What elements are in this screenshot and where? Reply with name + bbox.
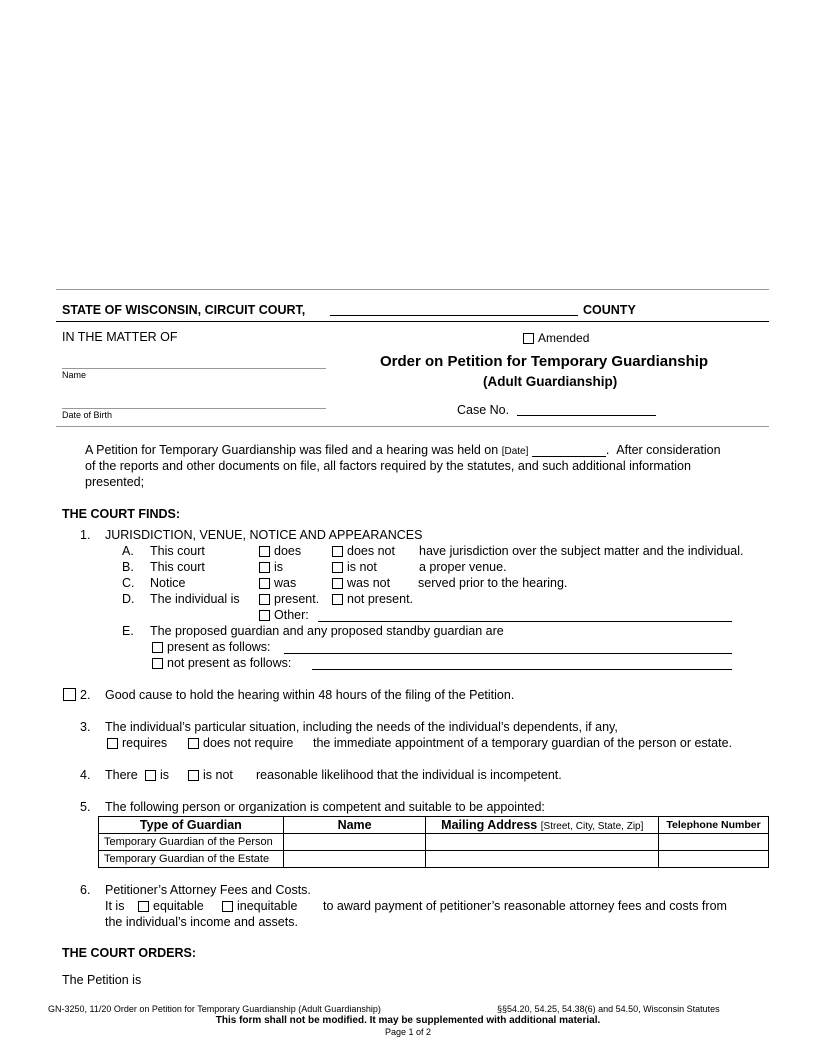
checkbox[interactable] [188,738,199,749]
checkbox[interactable] [332,562,343,573]
section-6-number: 6. [80,883,91,897]
footer-statutes: §§54.20, 54.25, 54.38(6) and 54.50, Wisconsin Statutes [497,1004,720,1014]
checkbox[interactable] [332,578,343,589]
section-2[interactable]: 2. [63,688,90,702]
form-subtitle: (Adult Guardianship) [483,374,618,389]
checkbox[interactable] [259,562,270,573]
case-no-field[interactable] [517,403,656,416]
item-1c-label: Notice [150,576,186,590]
item-1a-rest: have jurisdiction over the subject matter and the individual. [419,544,744,558]
item-1e-label: The proposed guardian and any proposed standby guardian are [150,624,504,638]
county-field[interactable] [330,303,578,316]
row-type: Temporary Guardian of the Person [99,834,284,851]
checkbox[interactable] [259,594,270,605]
col-address: Mailing Address [Street, City, State, Zip] [426,817,659,834]
item-1b-letter: B. [122,560,134,574]
col-telephone: Telephone Number [659,817,769,834]
section-4-rest: reasonable likelihood that the individual is incompetent. [256,768,562,782]
court-orders-heading: THE COURT ORDERS: [62,946,197,960]
form-title: Order on Petition for Temporary Guardianship [380,353,709,370]
checkbox[interactable] [332,546,343,557]
item-1e-letter: E. [122,624,134,638]
table-row [99,851,769,868]
section-1-title: JURISDICTION, VENUE, NOTICE AND APPEARANCES [105,528,423,542]
checkbox[interactable] [332,594,343,605]
intro-line-1: A Petition for Temporary Guardianship was filed and a hearing was held on [Date] . After consideration [85,443,721,457]
section-2-text: Good cause to hold the hearing within 48 hours of the filing of the Petition. [105,688,515,702]
checkbox[interactable] [63,688,76,701]
checkbox[interactable] [259,610,270,621]
section-6-opt2[interactable]: inequitable [222,899,297,913]
item-1b-opt1[interactable]: is [259,560,283,574]
petition-is-label: The Petition is [62,973,142,987]
row-type: Temporary Guardian of the Estate [99,851,284,868]
name-label: Name [62,370,87,380]
court-finds-heading: THE COURT FINDS: [62,507,181,521]
table-row [99,834,769,851]
item-1b-label: This court [150,560,205,574]
item-1e-opt1[interactable]: present as follows: [152,640,271,654]
amended-checkbox[interactable] [523,333,534,344]
section-4-number: 4. [80,768,91,782]
item-1d-opt2[interactable]: not present. [332,592,413,606]
item-1a-opt2[interactable]: does not [332,544,395,558]
section-6-pre: It is [105,899,125,913]
item-1c-letter: C. [122,576,135,590]
section-6-title: Petitioner’s Attorney Fees and Costs. [105,883,311,897]
header-rule [56,321,769,322]
checkbox[interactable] [107,738,118,749]
col-type: Type of Guardian [99,817,284,834]
in-the-matter-label: IN THE MATTER OF [62,330,178,344]
col-name: Name [283,817,426,834]
other-line[interactable] [318,621,732,622]
section-6-rest: to award payment of petitioner’s reasonable attorney fees and costs from [323,899,727,913]
section-4-pre: There [105,768,138,782]
table-header-row [99,817,769,834]
checkbox[interactable] [188,770,199,781]
item-1a-letter: A. [122,544,134,558]
checkbox[interactable] [145,770,156,781]
item-1d-label: The individual is [150,592,240,606]
row-name-cell[interactable] [283,851,426,868]
section-3-text: The individual’s particular situation, including the needs of the individual’s dependents, if any, [105,720,618,734]
intro-line-2: of the reports and other documents on file, all factors required by the statutes, and such additional information [85,459,691,473]
item-1e-opt2[interactable]: not present as follows: [152,656,291,670]
section-4-opt2[interactable]: is not [188,768,233,782]
checkbox[interactable] [152,658,163,669]
section-5-text: The following person or organization is competent and suitable to be appointed: [105,800,545,814]
section-3-opt2[interactable]: does not require [188,736,293,750]
footer-form-id: GN-3250, 11/20 Order on Petition for Temporary Guardianship (Adult Guardianship) [48,1004,381,1014]
date-tag: [Date] [501,446,529,457]
intro-line-3: presented; [85,475,145,489]
section-3-number: 3. [80,720,91,734]
item-1d-letter: D. [122,592,135,606]
checkbox[interactable] [259,578,270,589]
header-bottom-rule [56,426,769,427]
section-3-opt1[interactable]: requires [107,736,167,750]
item-1d-other[interactable]: Other: [259,608,309,622]
item-1c-opt1[interactable]: was [259,576,296,590]
section-4-opt1[interactable]: is [145,768,169,782]
item-1d-opt1[interactable]: present. [259,592,319,606]
section-6-opt1[interactable]: equitable [138,899,204,913]
guardian-table [98,816,769,868]
footer-notice: This form shall not be modified. It may be supplemented with additional material. [215,1015,601,1026]
item-1c-opt2[interactable]: was not [332,576,390,590]
row-name-cell[interactable] [283,834,426,851]
dob-label: Date of Birth [62,410,113,420]
row-address-cell[interactable] [426,851,659,868]
checkbox[interactable] [152,642,163,653]
hearing-date-field[interactable] [532,444,606,457]
item-1b-rest: a proper venue. [419,560,507,574]
case-no-label: Case No. [457,403,510,417]
checkbox[interactable] [259,546,270,557]
state-court-label: STATE OF WISCONSIN, CIRCUIT COURT, [62,303,306,317]
header-top-rule [56,289,769,290]
row-telephone-cell[interactable] [659,851,769,868]
section-1-number: 1. [80,528,91,542]
section-3-rest: the immediate appointment of a temporary guardian of the person or estate. [313,736,732,750]
present-line[interactable] [284,653,732,654]
item-1c-rest: served prior to the hearing. [418,576,568,590]
amended-checkbox-row[interactable]: Amended [523,331,589,345]
page-number: Page 1 of 2 [384,1027,432,1037]
section-6-line2: the individual’s income and assets. [105,915,298,929]
checkbox[interactable] [222,901,233,912]
not-present-line[interactable] [312,669,732,670]
checkbox[interactable] [138,901,149,912]
dob-line [62,408,326,409]
county-label: COUNTY [583,303,636,317]
row-telephone-cell[interactable] [659,834,769,851]
section-5-number: 5. [80,800,91,814]
name-line [62,368,326,369]
item-1a-label: This court [150,544,205,558]
item-1a-opt1[interactable]: does [259,544,301,558]
row-address-cell[interactable] [426,834,659,851]
item-1b-opt2[interactable]: is not [332,560,377,574]
